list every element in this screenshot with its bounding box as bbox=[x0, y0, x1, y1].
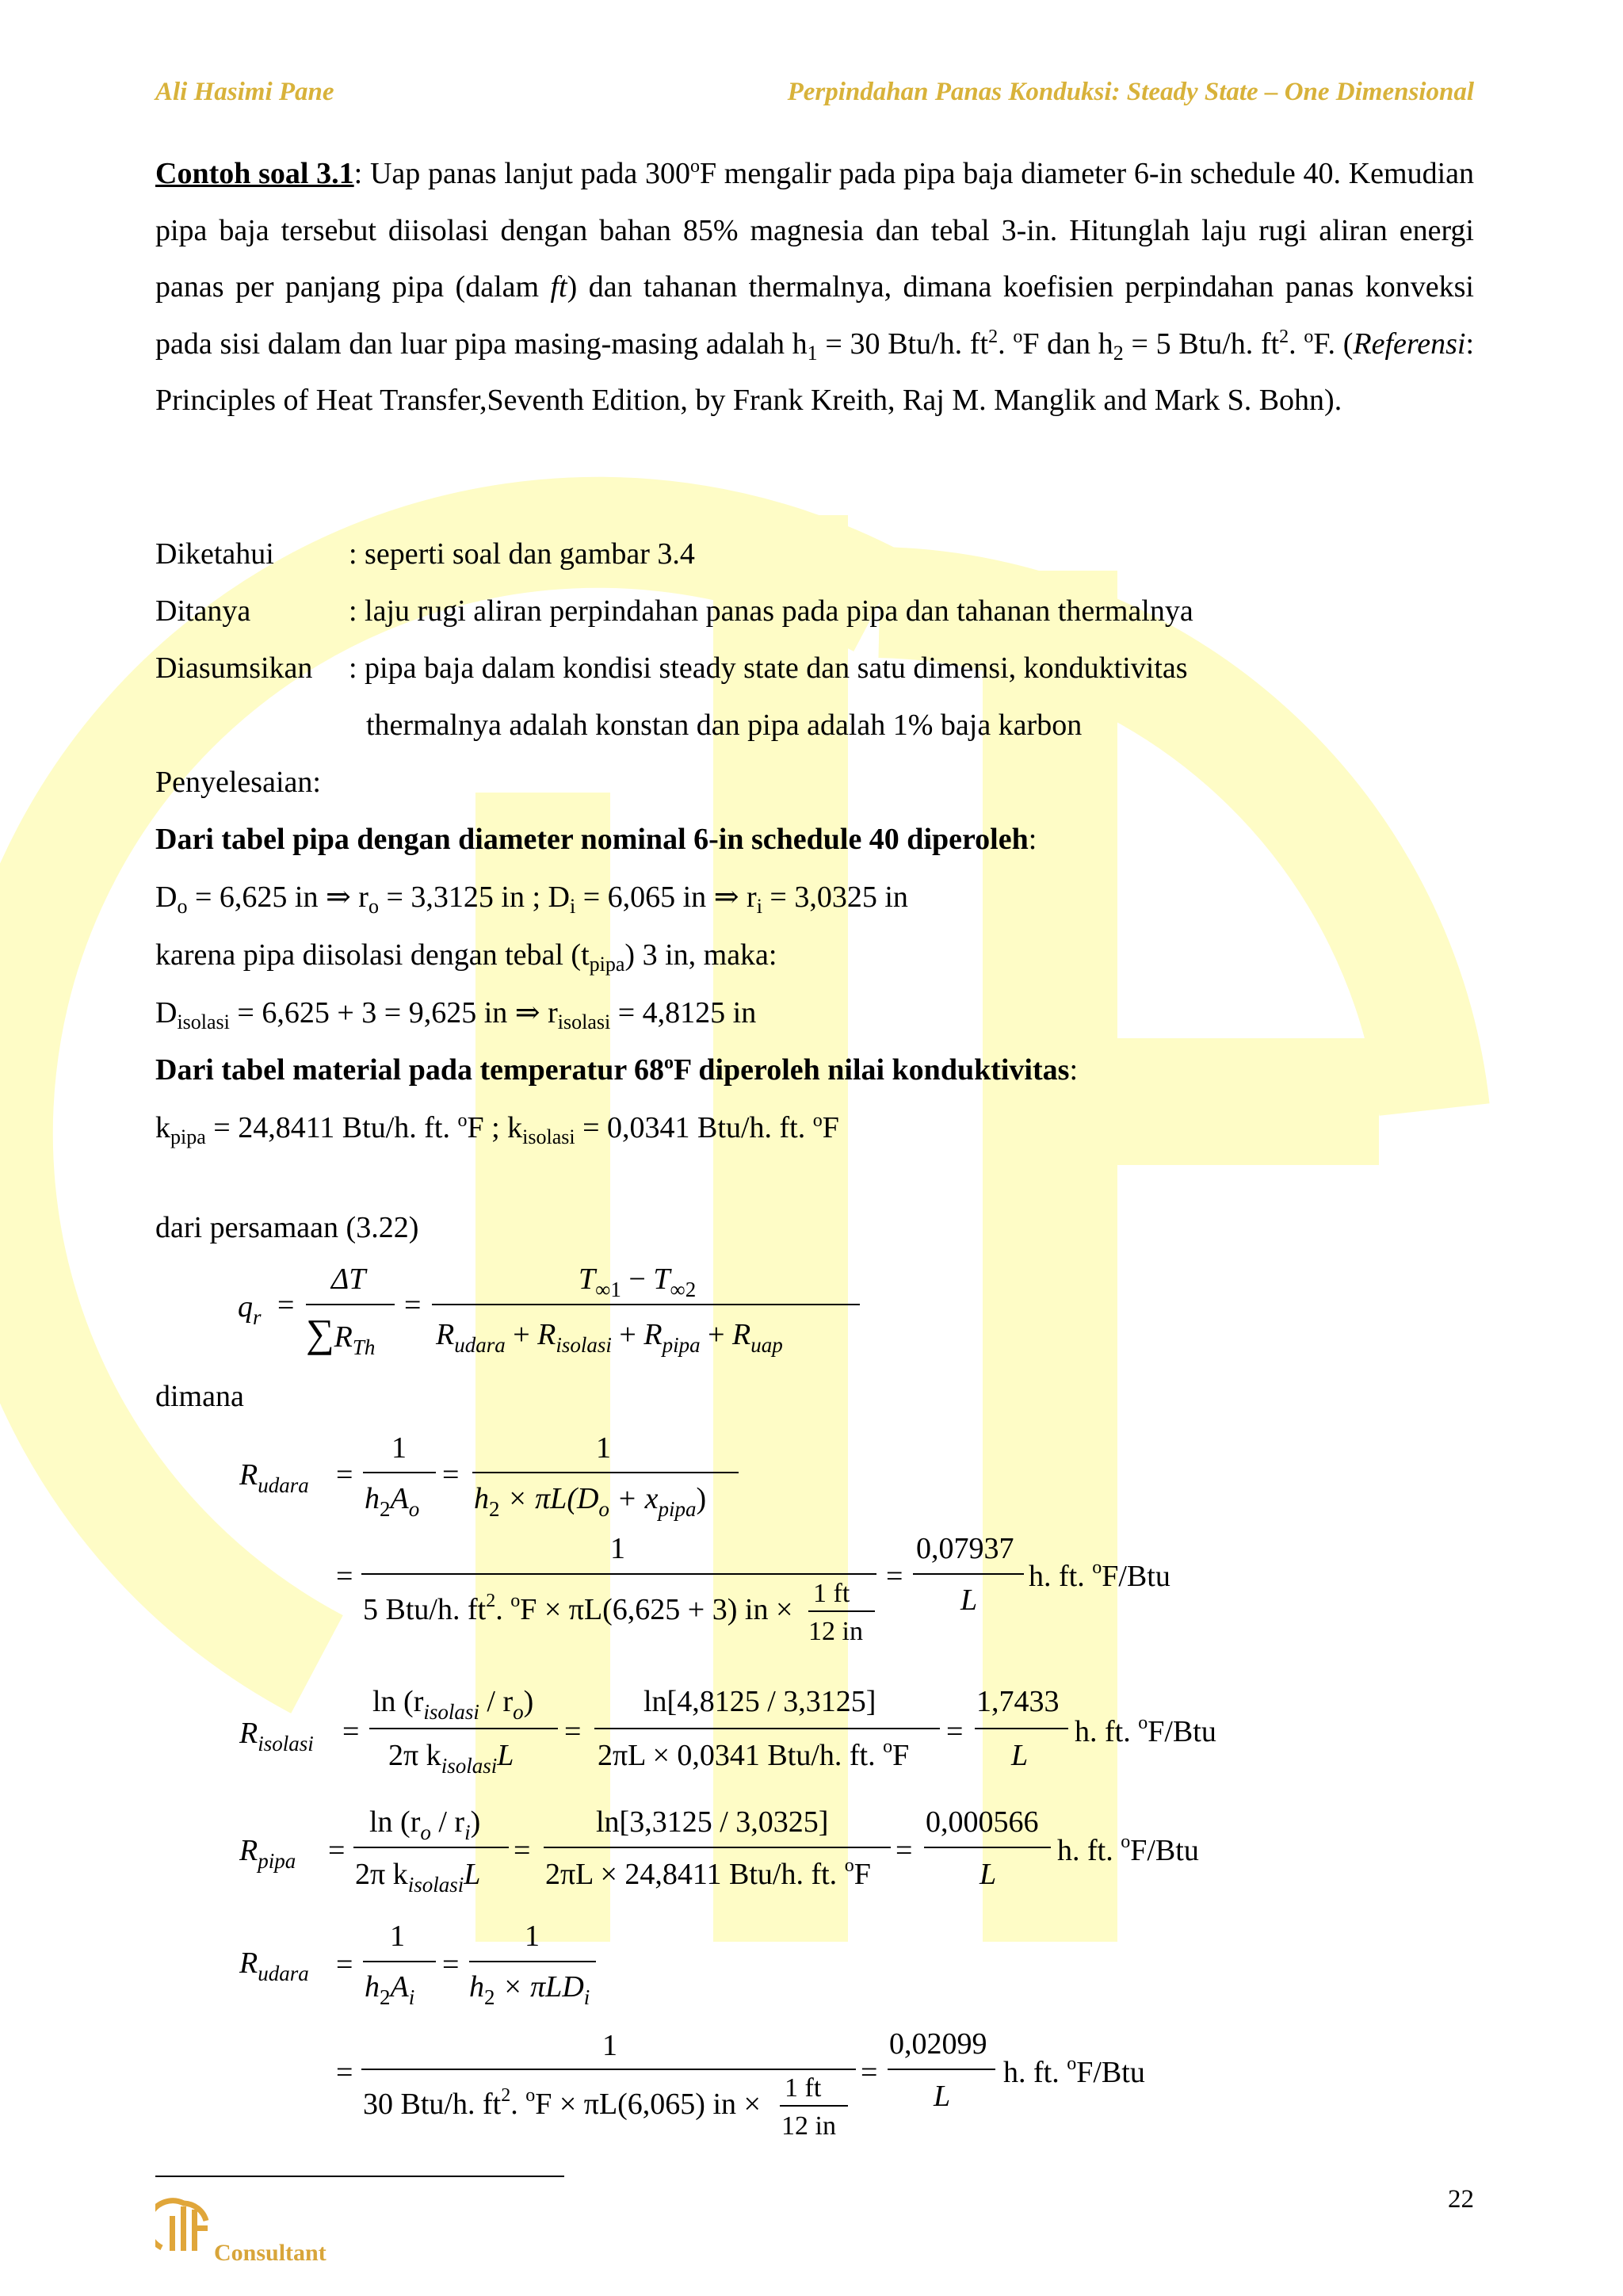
problem-label: Contoh soal 3.1 bbox=[155, 157, 354, 190]
insulation-line: karena pipa diisolasi dengan tebal $(t_{pipa})$ 3 in, maka: bbox=[155, 938, 777, 976]
footer-consultant: Consultant bbox=[214, 2240, 327, 2266]
assumed-row: Diasumsikan : pipa baja dalam kondisi steady state dan satu dimensi, konduktivitas bbox=[155, 651, 1188, 685]
given-row: Diketahui : seperti soal dan gambar 3.4 bbox=[155, 537, 695, 571]
consultant-logo-icon bbox=[155, 2197, 212, 2254]
from-equation-text: dari persamaan (3.22) bbox=[155, 1211, 419, 1244]
implies-arrow: ⇒ bbox=[713, 881, 739, 914]
pipe-table-heading: Dari tabel pipa dengan diameter nominal 6-in schedule 40 diperoleh: bbox=[155, 823, 1037, 856]
material-table-heading: Dari tabel material pada temperatur 68$^o$F diperoleh nilai konduktivitas: bbox=[155, 1052, 1078, 1087]
header-author: Ali Hasimi Pane bbox=[155, 78, 334, 106]
insulation-diameter-line: $D_{isolasi} = 6,625 + 3 = 9,625$ in ⇒ $r_{isolasi} = 4,8125$ in bbox=[155, 996, 757, 1033]
problem-statement: Contoh soal 3.1: Uap panas lanjut pada 300$^o$F mengalir pada pipa baja diameter 6-in schedule 40. Kemudian pipa baja tersebut diisolasi dengan bahan 85% magnesia dan tebal 3-in. Hitunglah laju rugi aliran energi panas per panjang pipa (dalam ft) dan tahanan thermalnya, dimana koefisien perpindahan panas konveksi pada sisi dalam dan luar pipa masing-masing adalah $h_1 = 30$ Btu/h. $ft^2$. $^o$F dan $h_2 = 5$ Btu/h. $ft^2$. $^o$F. (Referensi: Principles of Heat Transfer,Seventh Edition, by Frank Kreith, Raj M. Manglik and Mark S. Bohn). bbox=[155, 156, 1475, 417]
footer-rule bbox=[155, 2176, 564, 2177]
implies-arrow: ⇒ bbox=[514, 996, 540, 1030]
asked-row: Ditanya : laju rugi aliran perpindahan panas pada pipa dan tahanan thermalnya bbox=[155, 594, 1193, 628]
diameter-line: $D_o = 6,625$ in ⇒ $r_o = 3,3125$ in ; $D_i = 6,065$ in ⇒ $r_i = 3,0325$ in bbox=[155, 881, 908, 918]
dimana-text: dimana bbox=[155, 1380, 244, 1413]
assumed-continuation: thermalnya adalah konstan dan pipa adalah 1% baja karbon bbox=[366, 709, 1083, 742]
conductivity-line: $k_{pipa} = 24,8411$ Btu/h. ft. $^o$F ; $k_{isolasi} = 0,0341$ Btu/h. ft. $^o$F bbox=[155, 1110, 839, 1148]
implies-arrow: ⇒ bbox=[325, 881, 351, 914]
page-number: 22 bbox=[1448, 2185, 1474, 2214]
solution-heading: Penyelesaian: bbox=[155, 766, 321, 799]
header-title: Perpindahan Panas Konduksi: Steady State – One Dimensional bbox=[787, 78, 1474, 106]
